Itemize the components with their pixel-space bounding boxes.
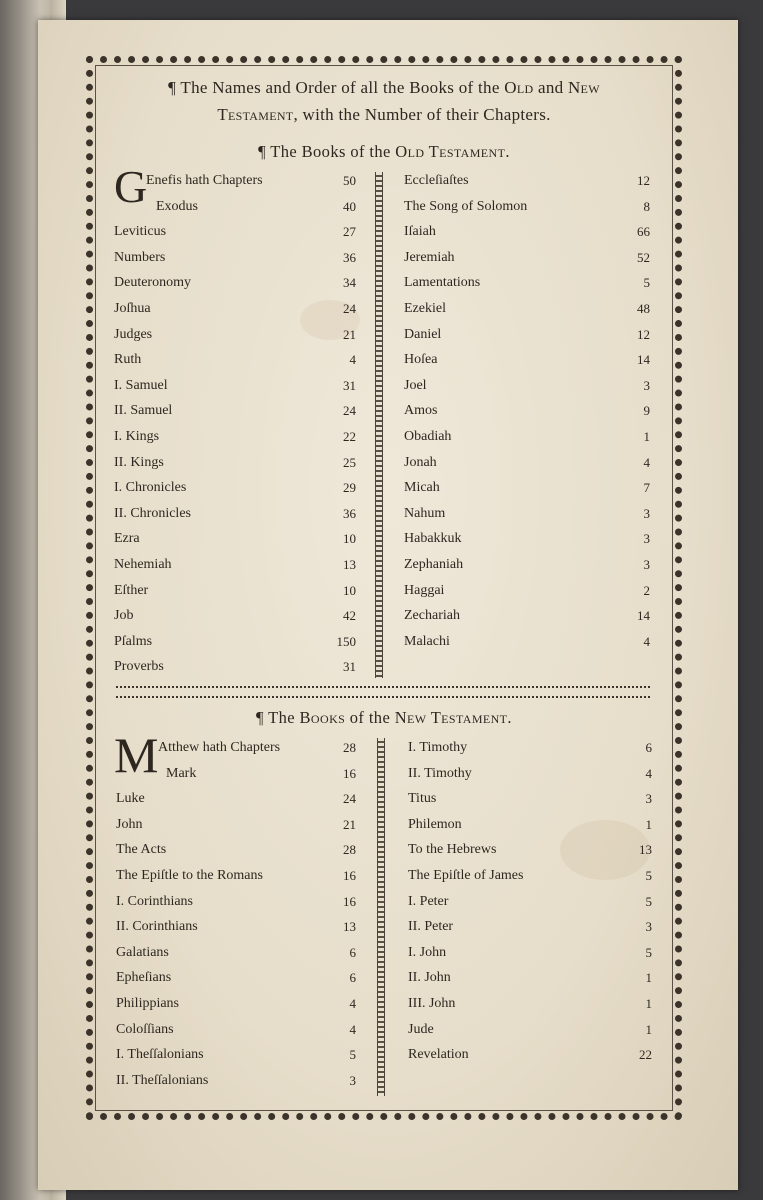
chapter-count: 14 (637, 608, 650, 624)
book-name: Haggai (404, 582, 445, 598)
chapter-count: 4 (349, 1021, 356, 1037)
book-name: Titus (408, 791, 437, 807)
book-name: Ruth (114, 352, 142, 368)
chapter-count: 5 (349, 1047, 356, 1063)
book-row (114, 475, 356, 501)
book-row (408, 1042, 652, 1068)
chapter-count: 29 (343, 480, 356, 496)
book-name: Philemon (408, 816, 462, 832)
book-row (404, 450, 650, 476)
book-name: II. Timothy (408, 765, 472, 781)
book-name: Zechariah (404, 608, 460, 624)
book-row (408, 812, 652, 838)
chapter-count: 3 (349, 1072, 356, 1088)
book-row (114, 194, 356, 220)
book-name: Coloſſians (116, 1021, 174, 1037)
book-row (114, 526, 356, 552)
book-name: To the Hebrews (408, 842, 497, 858)
book-name: Hoſea (404, 352, 438, 368)
title-old: Old (504, 78, 534, 97)
chapter-count: 40 (343, 198, 356, 214)
chapter-count: 22 (343, 428, 356, 444)
book-row (114, 629, 356, 655)
book-name: Epheſians (116, 970, 172, 986)
chapter-count: 31 (343, 659, 356, 675)
book-name: Amos (404, 403, 438, 419)
book-row (116, 786, 356, 812)
book-name: The Song of Solomon (404, 198, 528, 214)
book-name: Jeremiah (404, 249, 455, 265)
book-row (408, 991, 652, 1017)
book-row (404, 168, 650, 194)
chapter-count: 21 (343, 816, 356, 832)
title-testament: Testament (217, 105, 294, 124)
book-row (116, 863, 356, 889)
chapter-count: 13 (343, 919, 356, 935)
chapter-count: 36 (343, 505, 356, 521)
book-row (408, 863, 652, 889)
book-row (116, 940, 356, 966)
book-row (116, 914, 356, 940)
book-row (408, 965, 652, 991)
chapter-count: 3 (643, 531, 650, 547)
book-name: Luke (116, 791, 145, 807)
new-testament-heading (104, 708, 664, 728)
chapter-count: 31 (343, 377, 356, 393)
book-row (404, 578, 650, 604)
book-name: Philippians (116, 995, 180, 1011)
book-row (116, 812, 356, 838)
heading-smallcaps: Books (299, 708, 346, 727)
chapter-count: 1 (645, 970, 652, 986)
chapter-count: 2 (643, 582, 650, 598)
book-name: Leviticus (114, 224, 167, 240)
book-row (408, 914, 652, 940)
book-name: Zephaniah (404, 556, 464, 572)
book-row (116, 735, 356, 761)
chapter-count: 3 (645, 919, 652, 935)
book-row (404, 424, 650, 450)
book-row (114, 424, 356, 450)
chapter-count: 10 (343, 531, 356, 547)
book-name: II. Corinthians (116, 919, 198, 935)
book-row (404, 347, 650, 373)
book-name: The Acts (116, 842, 167, 858)
book-row (114, 296, 356, 322)
book-name: Ezekiel (404, 300, 446, 316)
book-name: II. Theſſalonians (116, 1072, 209, 1088)
book-row (114, 398, 356, 424)
chapter-count: 28 (343, 740, 356, 755)
chapter-count: 24 (343, 791, 356, 807)
book-name: I. Peter (408, 893, 449, 909)
title-text: ¶ The Names and Order of all the Books of the (168, 78, 505, 97)
book-name: Iſaiah (404, 224, 436, 240)
chapter-count: 5 (645, 893, 652, 909)
book-name: I. Corinthians (116, 893, 193, 909)
book-name: Enefis hath Chapters (146, 173, 263, 188)
chapter-count: 25 (343, 454, 356, 470)
book-name: I. Samuel (114, 377, 168, 393)
book-row (404, 219, 650, 245)
chapter-count: 42 (343, 608, 356, 624)
book-name: Judges (114, 326, 153, 342)
chapter-count: 13 (343, 556, 356, 572)
book-row (116, 1042, 356, 1068)
chapter-count: 36 (343, 249, 356, 265)
book-row (116, 1017, 356, 1043)
chapter-count: 4 (645, 765, 652, 781)
chapter-count: 3 (643, 505, 650, 521)
book-name: The Epiſtle of James (408, 867, 524, 883)
book-row (408, 889, 652, 915)
title-and: and (533, 78, 568, 97)
chapter-count: 6 (645, 740, 652, 755)
book-row (404, 245, 650, 271)
book-row (114, 654, 356, 680)
book-row (114, 322, 356, 348)
title-text-end: , with the Number of their Chapters. (293, 105, 551, 124)
chapter-count: 3 (645, 791, 652, 807)
book-row (114, 450, 356, 476)
book-row (114, 603, 356, 629)
book-row (116, 965, 356, 991)
book-name: Jude (408, 1021, 434, 1037)
chapter-count: 150 (336, 633, 356, 649)
book-name: Deuteronomy (114, 275, 191, 291)
chapter-count: 12 (637, 326, 650, 342)
chapter-count: 1 (645, 1021, 652, 1037)
book-row (404, 552, 650, 578)
book-name: I. Timothy (408, 740, 468, 755)
book-name: Nehemiah (114, 556, 172, 572)
book-name: Micah (404, 480, 440, 496)
book-name: Eccleſiaſtes (404, 173, 469, 188)
book-row (114, 270, 356, 296)
chapter-count: 10 (343, 582, 356, 598)
chapter-count: 22 (639, 1047, 652, 1063)
chapter-count: 5 (643, 275, 650, 291)
chapter-count: 5 (645, 944, 652, 960)
book-row (404, 322, 650, 348)
chapter-count: 1 (645, 816, 652, 832)
book-row (114, 373, 356, 399)
chapter-count: 4 (349, 352, 356, 368)
book-name: Proverbs (114, 659, 164, 675)
book-row (404, 194, 650, 220)
heading-smallcaps: Old Testament. (395, 142, 510, 161)
book-name: II. John (408, 970, 451, 986)
chapter-count: 1 (645, 995, 652, 1011)
chapter-count: 6 (349, 970, 356, 986)
book-name: The Epiſtle to the Romans (116, 867, 263, 883)
book-row (408, 735, 652, 761)
title-new: New (567, 78, 600, 97)
chapter-count: 34 (343, 275, 356, 291)
book-name: Malachi (404, 633, 450, 649)
book-row (404, 501, 650, 527)
chapter-count: 14 (637, 352, 650, 368)
chapter-count: 50 (343, 173, 356, 188)
book-row (408, 761, 652, 787)
book-row (116, 889, 356, 915)
book-name: Eſther (114, 582, 149, 598)
book-name: Numbers (114, 249, 166, 265)
book-row (404, 270, 650, 296)
old-testament-heading (104, 142, 664, 162)
book-row (116, 1068, 356, 1094)
book-name: Lamentations (404, 275, 481, 291)
drop-cap: G (114, 161, 148, 212)
book-row (114, 578, 356, 604)
book-name: Galatians (116, 944, 169, 960)
chapter-count: 48 (637, 300, 650, 316)
chapter-count: 24 (343, 403, 356, 419)
book-row (404, 398, 650, 424)
book-name: II. Samuel (114, 403, 173, 419)
heading-text: ¶ The (256, 708, 300, 727)
book-name: Obadiah (404, 428, 452, 444)
new-testament-left-column (116, 735, 356, 1093)
book-name: Revelation (408, 1047, 469, 1063)
chapter-count: 7 (643, 480, 650, 496)
book-name: I. Kings (114, 428, 160, 444)
chapter-count: 1 (643, 428, 650, 444)
book-name: I. Theſſalonians (116, 1047, 204, 1063)
book-name: Nahum (404, 505, 446, 521)
chapter-count: 9 (643, 403, 650, 419)
chapter-count: 6 (349, 944, 356, 960)
chapter-count: 13 (639, 842, 652, 858)
heading-smallcaps: New Testament. (394, 708, 512, 727)
book-row (114, 501, 356, 527)
chapter-count: 4 (349, 995, 356, 1011)
book-row (404, 603, 650, 629)
column-divider-ornament (375, 172, 383, 678)
chapter-count: 28 (343, 842, 356, 858)
chapter-count: 12 (637, 173, 650, 188)
book-name: II. Chronicles (114, 505, 191, 521)
book-row (114, 552, 356, 578)
chapter-count: 52 (637, 249, 650, 265)
book-row (404, 526, 650, 552)
book-name: I. John (408, 944, 447, 960)
book-row (116, 991, 356, 1017)
book-row (404, 475, 650, 501)
book-name: Atthew hath Chapters (158, 740, 281, 755)
book-name: Joel (404, 377, 427, 393)
book-name: Mark (166, 765, 197, 781)
chapter-count: 3 (643, 556, 650, 572)
book-name: Pſalms (114, 633, 153, 649)
book-row (408, 786, 652, 812)
book-name: III. John (408, 995, 456, 1011)
book-name: I. Chronicles (114, 480, 187, 496)
chapter-count: 24 (343, 300, 356, 316)
chapter-count: 16 (343, 867, 356, 883)
book-row (404, 629, 650, 655)
book-row (116, 761, 356, 787)
drop-cap: M (114, 727, 159, 783)
heading-text: ¶ The Books of the (258, 142, 396, 161)
book-row (116, 837, 356, 863)
book-name: Jonah (404, 454, 437, 470)
book-name: John (116, 816, 143, 832)
chapter-count: 27 (343, 224, 356, 240)
book-row (408, 940, 652, 966)
new-testament-right-column (408, 735, 652, 1068)
old-testament-left-column (114, 168, 356, 680)
chapter-count: 16 (343, 765, 356, 781)
column-divider-ornament (377, 738, 385, 1096)
book-name: Habakkuk (404, 531, 462, 547)
book-name: II. Peter (408, 919, 454, 935)
book-name: II. Kings (114, 454, 164, 470)
book-row (114, 347, 356, 373)
book-row (404, 296, 650, 322)
chapter-count: 66 (637, 224, 650, 240)
old-testament-right-column (404, 168, 650, 654)
book-name: Exodus (156, 198, 198, 214)
chapter-count: 5 (645, 867, 652, 883)
chapter-count: 3 (643, 377, 650, 393)
chapter-count: 4 (643, 454, 650, 470)
book-name: Job (114, 608, 134, 624)
book-row (114, 168, 356, 194)
book-name: Joſhua (114, 300, 151, 316)
book-name: Daniel (404, 326, 442, 342)
chapter-count: 4 (643, 633, 650, 649)
page-title (104, 74, 664, 128)
chapter-count: 21 (343, 326, 356, 342)
heading-text: of the (345, 708, 395, 727)
book-row (404, 373, 650, 399)
book-name: Ezra (114, 531, 140, 547)
section-divider-ornament (116, 686, 650, 698)
book-row (114, 219, 356, 245)
chapter-count: 8 (643, 198, 650, 214)
book-row (408, 1017, 652, 1043)
chapter-count: 16 (343, 893, 356, 909)
book-row (408, 837, 652, 863)
book-row (114, 245, 356, 271)
